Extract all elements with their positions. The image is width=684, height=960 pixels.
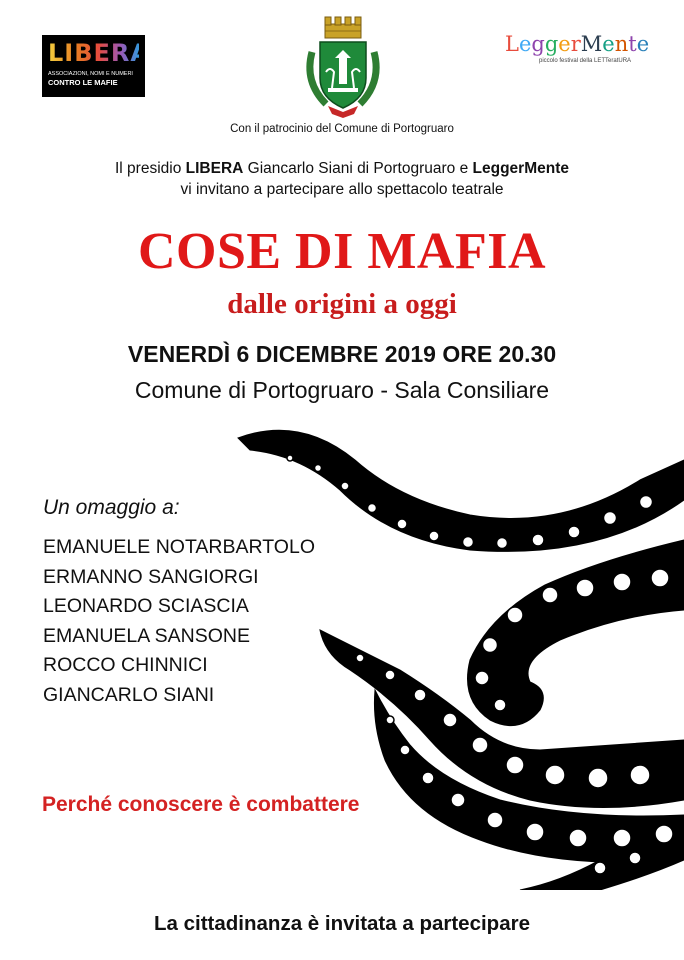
honoree-name: GIANCARLO SIANI bbox=[43, 683, 215, 706]
leggermente-letter: L bbox=[505, 32, 519, 56]
crest-tower bbox=[339, 56, 347, 84]
leggermente-letter: t bbox=[628, 32, 637, 56]
leggermente-letter: M bbox=[580, 32, 603, 56]
crest-crown bbox=[325, 17, 361, 38]
leggermente-letter: e bbox=[518, 32, 532, 56]
portogruaro-coat-of-arms-icon bbox=[298, 12, 388, 122]
leggermente-letter: g bbox=[531, 32, 545, 56]
honorees-list bbox=[43, 533, 315, 710]
honoree-name: EMANUELA SANSONE bbox=[43, 624, 250, 647]
leggermente-letter: n bbox=[614, 32, 629, 56]
leggermente-logo bbox=[505, 30, 650, 75]
event-location: Comune di Portogruaro - Sala Consiliare bbox=[134, 377, 550, 403]
libera-logo-subline: CONTRO LE MAFIE bbox=[48, 78, 118, 87]
libera-logo-tagline: ASSOCIAZIONI, NOMI E NUMERI bbox=[48, 71, 133, 77]
invitation-line-1 bbox=[0, 160, 684, 178]
patronage-text: Con il patrocinio del Comune di Portogruaro bbox=[230, 123, 454, 135]
leggermente-letter: e bbox=[558, 32, 571, 56]
invitation-part-2: Giancarlo Siani di Portogruaro e bbox=[243, 160, 473, 177]
tribute-label: Un omaggio a: bbox=[43, 496, 180, 519]
event-title: COSE DI MAFIA bbox=[137, 223, 547, 280]
leggermente-letter: g bbox=[544, 32, 559, 56]
leggermente-letter: r bbox=[570, 32, 581, 56]
invitation-part-1: Il presidio bbox=[114, 160, 186, 177]
invitation-libera: LIBERA bbox=[185, 160, 244, 177]
event-date: VENERDÌ 6 DICEMBRE 2019 ORE 20.30 bbox=[127, 341, 557, 367]
footer-text: La cittadinanza è invitata a partecipare bbox=[154, 912, 530, 935]
honoree-name: ROCCO CHINNICI bbox=[43, 654, 208, 676]
leggermente-logo-subtitle: piccolo festival della LETTeratURA bbox=[539, 58, 632, 64]
invitation-line-2: vi invitano a partecipare allo spettacolo teatrale bbox=[180, 181, 504, 198]
leggermente-letter: e bbox=[602, 32, 615, 56]
leggermente-logo-word bbox=[505, 30, 650, 58]
honoree-name: ERMANNO SANGIORGI bbox=[43, 565, 259, 588]
honoree-name: LEONARDO SCIASCIA bbox=[43, 595, 249, 617]
honoree-name: EMANUELE NOTARBARTOLO bbox=[43, 536, 315, 558]
libera-logo bbox=[42, 35, 150, 97]
leggermente-letter: e bbox=[636, 32, 650, 56]
invitation-leggermente: LeggerMente bbox=[472, 160, 569, 177]
libera-logo-word: LIBERA bbox=[48, 39, 150, 67]
event-subtitle: dalle origini a oggi bbox=[227, 288, 457, 320]
motto-text: Perché conoscere è combattere bbox=[42, 793, 360, 816]
